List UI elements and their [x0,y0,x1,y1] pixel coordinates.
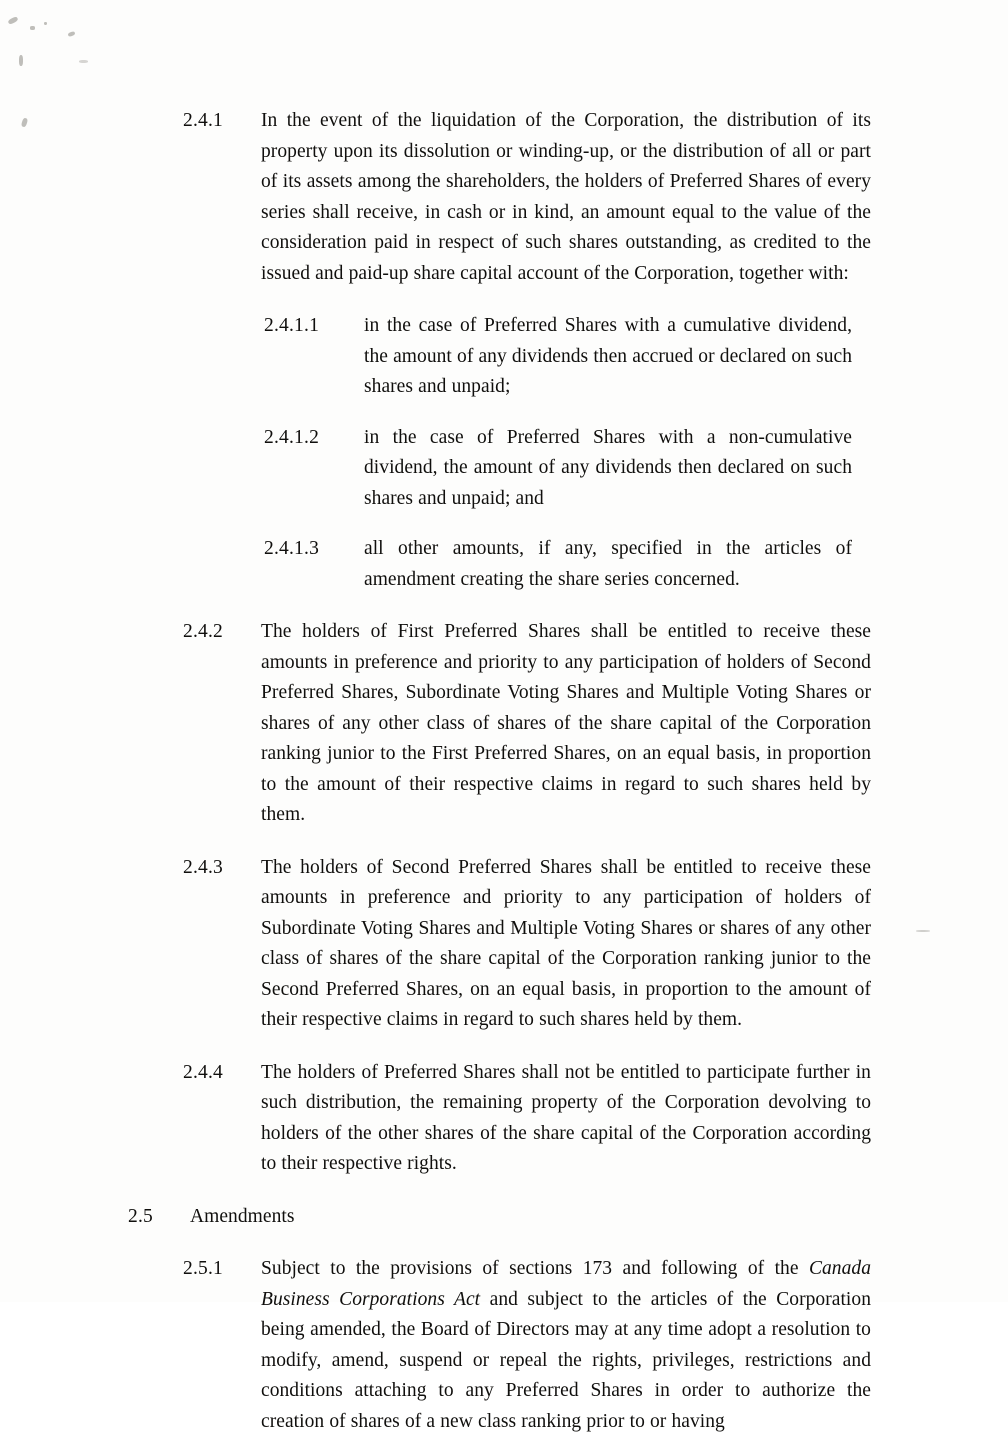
clause-number: 2.4.4 [183,1061,223,1083]
clause-2-4-1-1 [264,311,1008,403]
clause-2-4-3 [183,853,1008,1036]
clause-2-5-1 [183,1254,1008,1437]
clause-text: all other amounts, if any, specified in the articles of amendment creating the share series concerned. [364,538,852,590]
clause-text: in the case of Preferred Shares with a cumulative dividend, the amount of any dividends then accrued or declared on such shares and unpaid; [364,315,852,397]
clause-text: in the case of Preferred Shares with a non-cumulative dividend, the amount of any dividends then declared on such shares and unpaid; and [364,426,852,509]
clause-number: 2.4.1 [183,110,223,131]
clause-number: 2.4.3 [183,856,223,878]
statute-title: Canada Business Corporations Act [261,1258,871,1310]
clause-number: 2.4.1.1 [264,315,320,336]
clause-2-4-4 [183,1058,1008,1180]
clause-number: 2.4.2 [183,621,223,642]
clause-2-4-1 [183,106,1008,289]
clause-text [261,1254,871,1437]
section-number: 2.5 [128,1205,153,1227]
clause-text: In the event of the liquidation of the Corporation, the distribution of its property upon its dissolution or winding-up, or the distribution of all or part of its assets among the shareholders, the holders of Preferred Shares of every series shall receive, in cash or in kind, an amount equal to the value of the consideration paid in respect of such shares outstanding, as credited to the issued and paid-up share capital account of the Corporation, together with: [261,110,871,284]
clause-number: 2.4.1.2 [264,426,320,448]
clause-text: The holders of Preferred Shares shall not be entitled to participate further in such distribution, the remaining property of the Corporation devolving to holders of the other shares of the share capital of the Corporation according to their respective rights. [261,1061,871,1174]
section-heading-2-5 [128,1202,1008,1233]
clause-text: The holders of Second Preferred Shares shall be entitled to receive these amounts in preference and priority to any participation of holders of Subordinate Voting Shares and Multiple Voting Shares or shares of any other class of shares of the share capital of the Corporation ranking junior to the Second Preferred Shares, on an equal basis, in proportion to the amount of their respective claims in regard to such shares held by them. [261,856,871,1030]
clause-2-4-2 [183,617,1008,831]
clause-number: 2.4.1.3 [264,538,320,559]
clause-number: 2.5.1 [183,1258,223,1279]
clause-text: The holders of First Preferred Shares shall be entitled to receive these amounts in preference and priority to any participation of holders of Second Preferred Shares, Subordinate Voting Shares and Multiple Voting Shares or shares of any other class of shares of the share capital of the Corporation ranking junior to the First Preferred Shares, on an equal basis, in proportion to the amount of their respective claims in regard to such shares held by them. [261,621,871,825]
clause-2-4-1-3 [264,534,1008,595]
clause-text-part1: Subject to the provisions of sections 173 and following of the [261,1258,809,1279]
section-title: Amendments [190,1205,295,1227]
clause-2-4-1-2 [264,423,1008,515]
clause-text-part2: and subject to the articles of the Corporation being amended, the Board of Directors may at any time adopt a resolution to modify, amend, suspend or repeal the rights, privileges, restrictions and conditions attaching to any Preferred Shares in order to authorize the creation of shares of a new class ranking prior to or having [261,1288,871,1432]
